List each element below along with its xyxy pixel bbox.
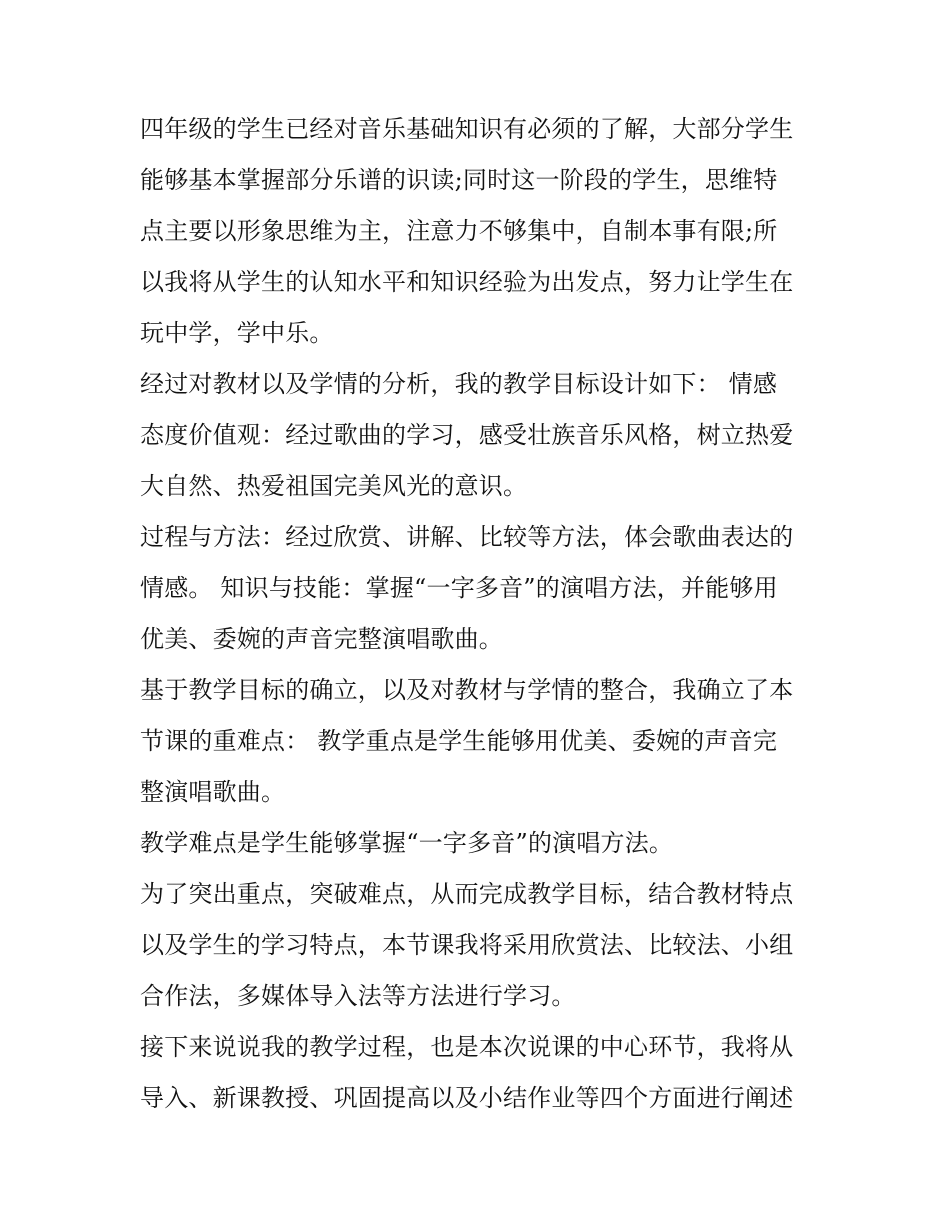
text-line: 态度价值观：经过歌曲的学习，感受壮族音乐风格，树立热爱	[140, 421, 794, 449]
document-body	[140, 104, 820, 1124]
text-line: 情感。 知识与技能：掌握“一字多音”的演唱方法，并能够用	[140, 574, 778, 602]
text-line: 合作法，多媒体导入法等方法进行学习。	[140, 982, 576, 1010]
text-line: 以我将从学生的认知水平和知识经验为出发点，努力让学生在	[140, 268, 794, 296]
text-line: 经过对教材以及学情的分析，我的教学目标设计如下： 情感	[140, 370, 778, 398]
text-line: 教学难点是学生能够掌握“一字多音”的演唱方法。	[140, 829, 674, 857]
text-line: 四年级的学生已经对音乐基础知识有必须的了解，大部分学生	[140, 115, 794, 143]
text-line: 以及学生的学习特点，本节课我将采用欣赏法、比较法、小组	[140, 931, 794, 959]
text-line: 过程与方法：经过欣赏、讲解、比较等方法，体会歌曲表达的	[140, 523, 794, 551]
text-line: 节课的重难点： 教学重点是学生能够用优美、委婉的声音完	[140, 727, 778, 755]
text-line: 能够基本掌握部分乐谱的识读;同时这一阶段的学生，思维特	[140, 166, 778, 194]
text-line: 玩中学，学中乐。	[140, 319, 334, 347]
paragraph-methods	[140, 869, 820, 1022]
text-line: 整演唱歌曲。	[140, 778, 286, 806]
text-line: 接下来说说我的教学过程，也是本次说课的中心环节，我将从	[140, 1033, 794, 1061]
text-line: 基于教学目标的确立，以及对教材与学情的整合，我确立了本	[140, 676, 794, 704]
paragraph-teaching-goals	[140, 359, 820, 512]
text-line: 大自然、热爱祖国完美风光的意识。	[140, 472, 528, 500]
text-line: 导入、新课教授、巩固提高以及小结作业等四个方面进行阐述	[140, 1084, 794, 1112]
paragraph-difficulty	[140, 818, 820, 869]
text-line: 为了突出重点，突破难点，从而完成教学目标，结合教材特点	[140, 880, 794, 908]
paragraph-key-points	[140, 665, 820, 818]
paragraph-teaching-process	[140, 1022, 820, 1124]
paragraph-process-methods	[140, 512, 820, 665]
paragraph-student-analysis	[140, 104, 820, 359]
text-line: 优美、委婉的声音完整演唱歌曲。	[140, 625, 503, 653]
text-line: 点主要以形象思维为主，注意力不够集中，自制本事有限;所	[140, 217, 778, 245]
